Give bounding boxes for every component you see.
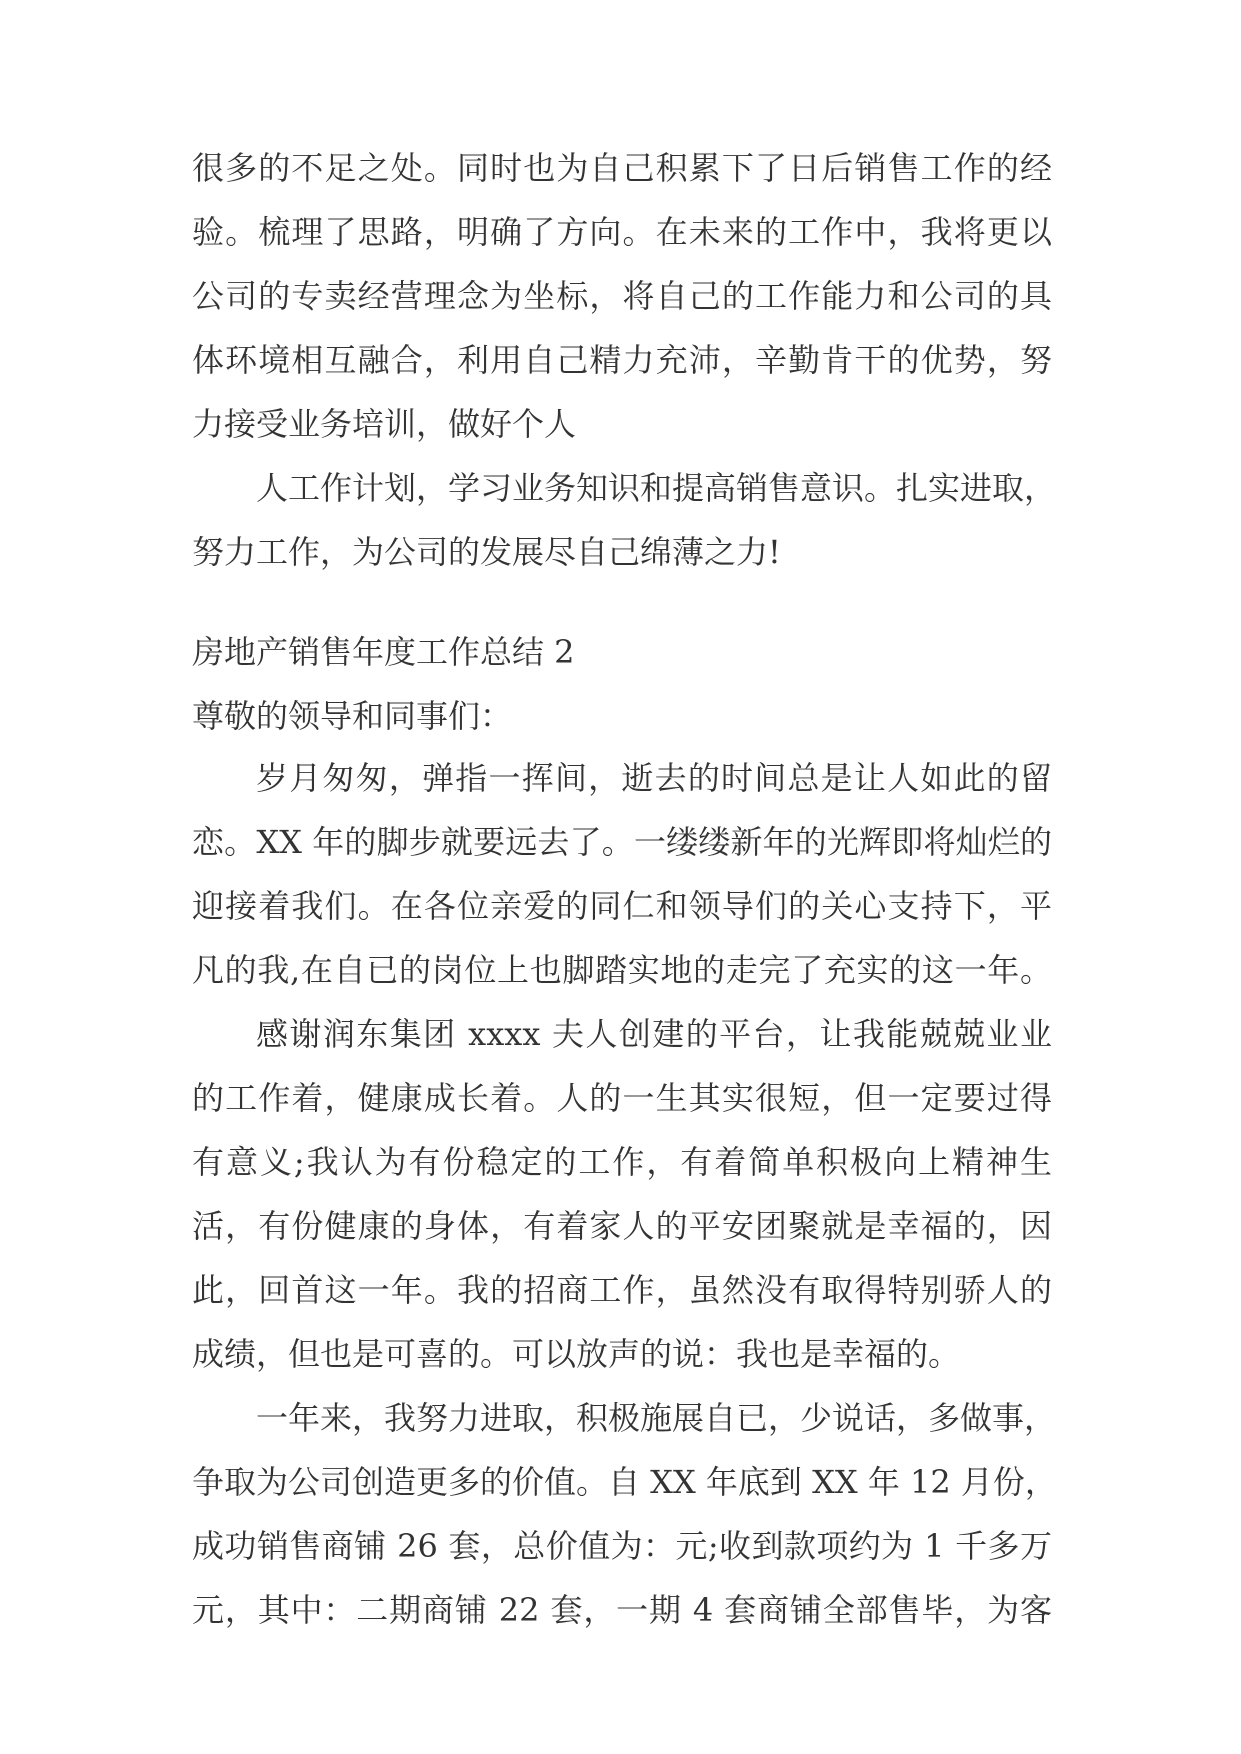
text-line: 努力工作，为公司的发展尽自己绵薄之力! bbox=[192, 533, 781, 571]
salutation: 尊敬的领导和同事们： bbox=[192, 697, 513, 735]
text-line: 公司的专卖经营理念为坐标，将自己的工作能力和公司的具 bbox=[192, 277, 1052, 315]
text-line: 恋。XX 年的脚步就要远去了。一缕缕新年的光辉即将灿烂的 bbox=[192, 823, 1052, 861]
text-line: 验。梳理了思路，明确了方向。在未来的工作中，我将更以 bbox=[192, 213, 1052, 251]
text-line: 一年来，我努力进取，积极施展自已，少说话，多做事， bbox=[256, 1399, 1057, 1437]
text-line: 人工作计划，学习业务知识和提高销售意识。扎实进取， bbox=[256, 469, 1057, 507]
text-line: 的工作着，健康成长着。人的一生其实很短，但一定要过得 bbox=[192, 1079, 1052, 1117]
text-line: 凡的我,在自已的岗位上也脚踏实地的走完了充实的这一年。 bbox=[192, 951, 1052, 989]
text-line: 有意义;我认为有份稳定的工作，有着简单积极向上精神生 bbox=[192, 1143, 1052, 1181]
text-line: 感谢润东集团 xxxx 夫人创建的平台，让我能兢兢业业 bbox=[256, 1015, 1052, 1053]
text-line: 力接受业务培训，做好个人 bbox=[192, 405, 577, 443]
text-line: 岁月匆匆，弹指一挥间，逝去的时间总是让人如此的留 bbox=[256, 759, 1052, 797]
text-line: 迎接着我们。在各位亲爱的同仁和领导们的关心支持下，平 bbox=[192, 887, 1052, 925]
section-title: 房地产销售年度工作总结 2 bbox=[192, 633, 575, 671]
text-line: 此，回首这一年。我的招商工作，虽然没有取得特别骄人的 bbox=[192, 1271, 1052, 1309]
text-line: 成功销售商铺 26 套，总价值为：元;收到款项约为 1 千多万 bbox=[192, 1527, 1052, 1565]
text-line: 成绩，但也是可喜的。可以放声的说：我也是幸福的。 bbox=[192, 1335, 961, 1373]
text-line: 争取为公司创造更多的价值。自 XX 年底到 XX 年 12 月份， bbox=[192, 1463, 1057, 1501]
text-line: 活，有份健康的身体，有着家人的平安团聚就是幸福的，因 bbox=[192, 1207, 1052, 1245]
text-line: 体环境相互融合，利用自己精力充沛，辛勤肯干的优势，努 bbox=[192, 341, 1052, 379]
text-line: 元，其中：二期商铺 22 套，一期 4 套商铺全部售毕，为客 bbox=[192, 1591, 1052, 1629]
text-line: 很多的不足之处。同时也为自己积累下了日后销售工作的经 bbox=[192, 149, 1052, 187]
